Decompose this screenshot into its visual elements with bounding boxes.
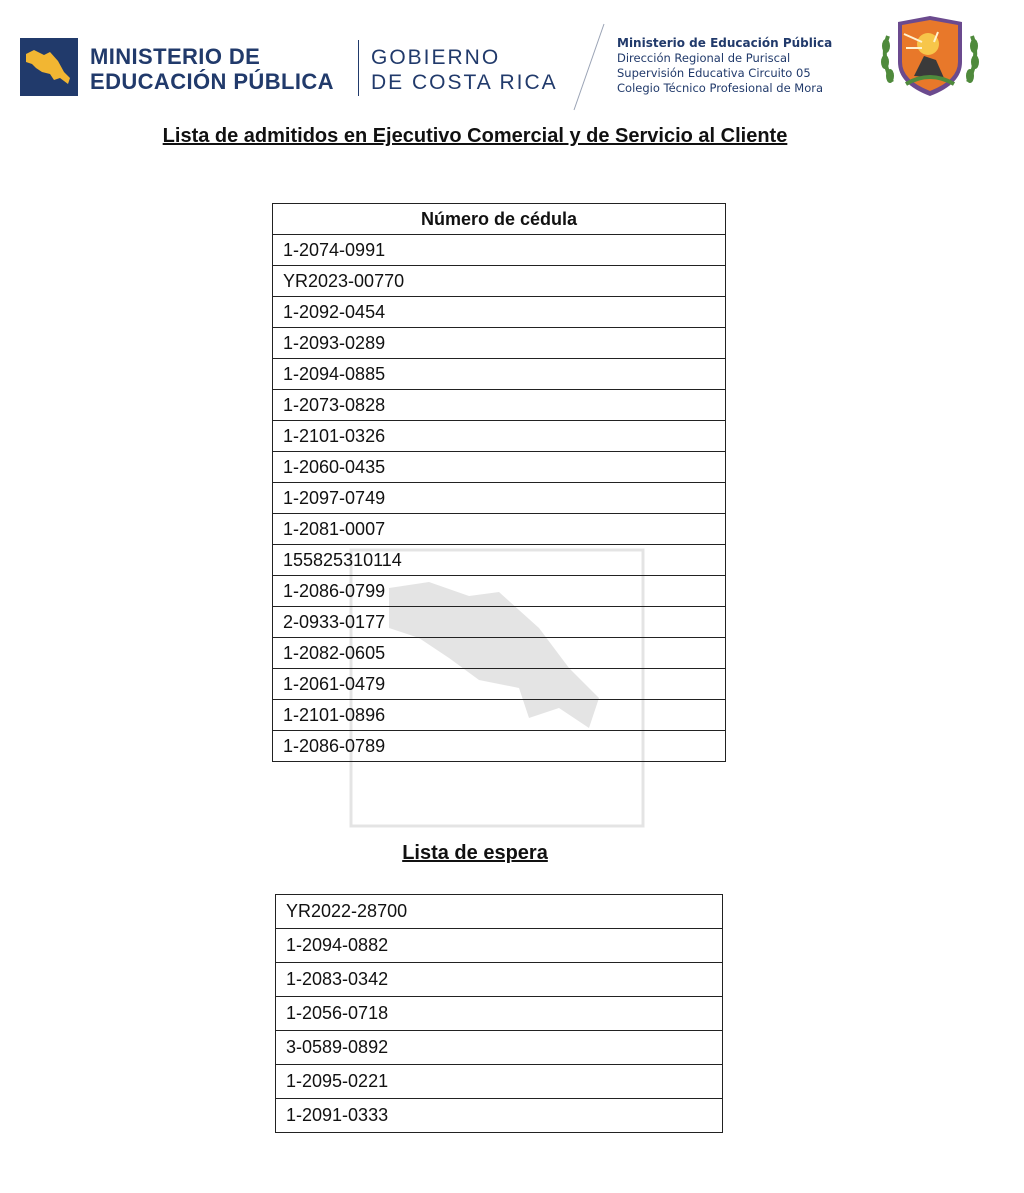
cedula-cell: 2-0933-0177	[273, 607, 726, 638]
waitlist-title: Lista de espera	[402, 842, 548, 864]
table-row	[273, 545, 726, 576]
table-row	[273, 328, 726, 359]
costa-rica-map-logo	[20, 38, 78, 96]
cedula-cell: 1-2074-0991	[273, 235, 726, 266]
table-row	[273, 266, 726, 297]
letterhead	[0, 0, 1024, 115]
table-row	[273, 700, 726, 731]
table-row	[273, 297, 726, 328]
cedula-cell: 1-2094-0882	[276, 929, 723, 963]
table-row	[273, 576, 726, 607]
cedula-cell: 1-2082-0605	[273, 638, 726, 669]
cedula-cell: 1-2095-0221	[276, 1065, 723, 1099]
cedula-cell: 1-2101-0326	[273, 421, 726, 452]
table-row	[273, 669, 726, 700]
cedula-cell: 155825310114	[273, 545, 726, 576]
table-row	[273, 731, 726, 762]
info-region: Dirección Regional de Puriscal	[617, 51, 791, 65]
cedula-cell: 1-2073-0828	[273, 390, 726, 421]
cedula-cell: YR2023-00770	[273, 266, 726, 297]
table-row	[276, 1099, 723, 1133]
info-ministry: Ministerio de Educación Pública	[617, 36, 833, 50]
info-school: Colegio Técnico Profesional de Mora	[617, 81, 824, 95]
table-row	[276, 1065, 723, 1099]
table-row	[273, 235, 726, 266]
cedula-cell: 1-2081-0007	[273, 514, 726, 545]
cedula-cell: YR2022-28700	[276, 895, 723, 929]
table-row	[273, 390, 726, 421]
table-row	[276, 895, 723, 929]
cedula-cell: 1-2101-0896	[273, 700, 726, 731]
table-row	[273, 638, 726, 669]
table-row	[273, 359, 726, 390]
table-row	[276, 929, 723, 963]
table-row	[276, 997, 723, 1031]
table-row	[273, 607, 726, 638]
cedula-cell: 1-2061-0479	[273, 669, 726, 700]
cedula-cell: 1-2083-0342	[276, 963, 723, 997]
cedula-cell: 1-2092-0454	[273, 297, 726, 328]
cedula-cell: 3-0589-0892	[276, 1031, 723, 1065]
table-row	[276, 1031, 723, 1065]
admitted-table	[272, 203, 726, 762]
logo-divider	[358, 40, 359, 96]
institution-info	[617, 36, 832, 96]
cedula-cell: 1-2097-0749	[273, 483, 726, 514]
info-supervision: Supervisión Educativa Circuito 05	[617, 66, 811, 80]
ministry-wordmark: MINISTERIO DE EDUCACIÓN PÚBLICA	[90, 44, 334, 94]
cedula-cell: 1-2094-0885	[273, 359, 726, 390]
table-header-row	[273, 204, 726, 235]
column-header-cedula: Número de cédula	[273, 204, 726, 235]
diagonal-divider	[570, 22, 620, 114]
table-row	[273, 421, 726, 452]
cedula-cell: 1-2056-0718	[276, 997, 723, 1031]
page-title: Lista de admitidos en Ejecutivo Comercial y de Servicio al Cliente	[162, 125, 788, 147]
table-row	[273, 452, 726, 483]
table-row	[273, 514, 726, 545]
cedula-cell: 1-2086-0799	[273, 576, 726, 607]
cedula-cell: 1-2060-0435	[273, 452, 726, 483]
table-row	[273, 483, 726, 514]
cedula-cell: 1-2093-0289	[273, 328, 726, 359]
cedula-cell: 1-2091-0333	[276, 1099, 723, 1133]
cedula-cell: 1-2086-0789	[273, 731, 726, 762]
waitlist-table	[275, 894, 723, 1133]
table-row	[276, 963, 723, 997]
government-wordmark: GOBIERNO DE COSTA RICA	[371, 46, 558, 94]
school-crest-icon	[878, 12, 982, 100]
